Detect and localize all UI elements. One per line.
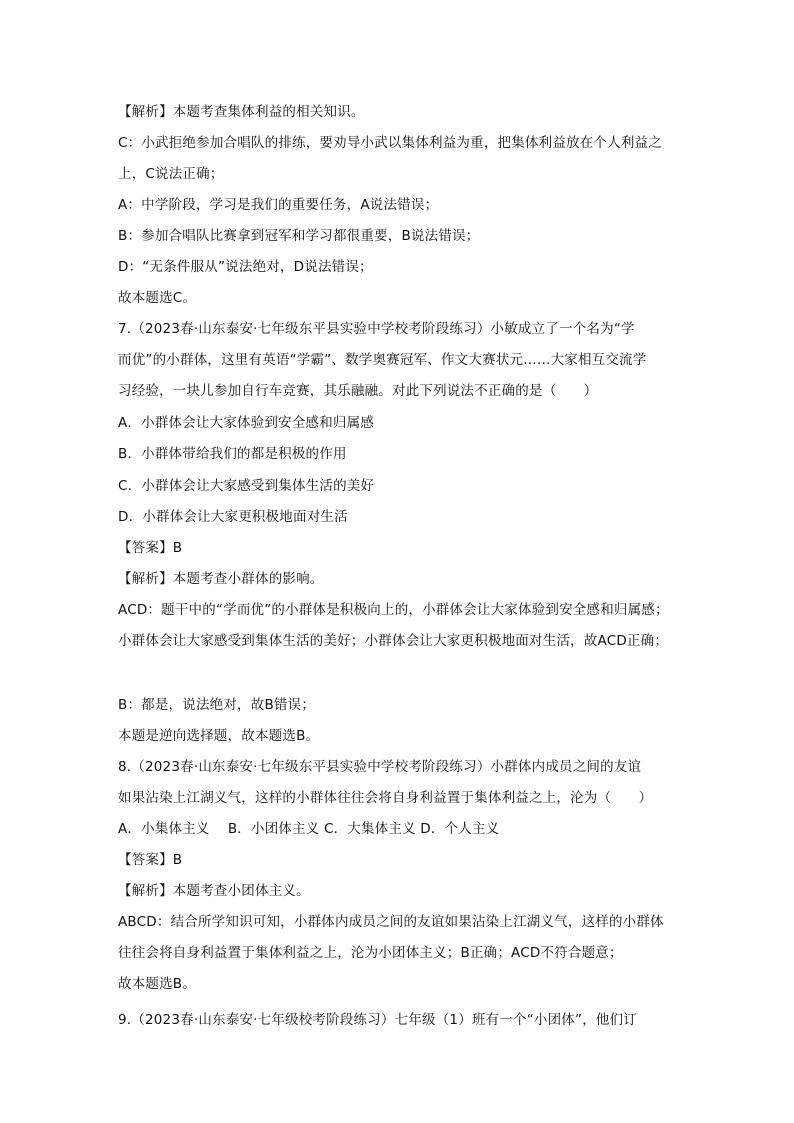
text-line: 故本题选C。 [118, 290, 197, 306]
text-line: ABCD：结合所学知识可知，小群体内成员之间的友谊如果沾染上江湖义气，这样的小群体 [118, 914, 664, 930]
text-line: 小群体会让大家感受到集体生活的美好；小群体会让大家更积极地面对生活，故ACD正确； [118, 633, 669, 649]
text-line: A：中学阶段，学习是我们的重要任务，A说法错误； [118, 197, 439, 213]
text-line: 如果沾染上江湖义气，这样的小群体往往会将自身利益置于集体利益之上，沦为（ ） [118, 790, 653, 806]
text-line: A．小集体主义 B．小团体主义 C．大集体主义 D．个人主义 [118, 821, 500, 837]
text-line: C：小武拒绝参加合唱队的排练，要劝导小武以集体利益为重，把集体利益放在个人利益之 [118, 135, 662, 151]
text-line: A．小群体会让大家体验到安全感和归属感 [118, 415, 375, 431]
text-line: 7.（2023春·山东泰安·七年级东平县实验中学校考阶段练习）小敏成立了一个名为“学 [118, 321, 635, 337]
text-line: B：参加合唱队比赛拿到冠军和学习都很重要，B说法错误； [118, 228, 480, 244]
text-line: C．小群体会让大家感受到集体生活的美好 [118, 478, 375, 494]
text-line: 【解析】本题考查小团体主义。 [118, 883, 310, 899]
text-line: 往往会将自身利益置于集体利益之上，沦为小团体主义；B正确；ACD不符合题意； [118, 945, 623, 961]
text-line: 【答案】B [118, 540, 183, 556]
text-line: 【答案】B [118, 852, 183, 868]
text-line: 【解析】本题考查集体利益的相关知识。 [118, 104, 365, 120]
text-line: D：“无条件服从”说法绝对，D说法错误； [118, 259, 373, 275]
text-line: 9.（2023春·山东泰安·七年级校考阶段练习）七年级（1）班有一个“小团体”，他们订 [118, 1012, 637, 1028]
text-line: 8.（2023春·山东泰安·七年级东平县实验中学校考阶段练习）小群体内成员之间的友谊 [118, 759, 642, 775]
text-line: B：都是，说法绝对，故B错误； [118, 697, 316, 713]
text-line: 而优”的小群体，这里有英语“学霸”、数学奥赛冠军、作文大赛状元……大家相互交流学 [118, 352, 647, 368]
text-line: 习经验，一块儿参加自行车竞赛，其乐融融。对此下列说法不正确的是（ ） [118, 383, 598, 399]
text-line: D．小群体会让大家更积极地面对生活 [118, 509, 348, 525]
text-line: 上，C说法正确； [118, 166, 224, 182]
text-line: 故本题选B。 [118, 976, 196, 992]
text-line: B．小群体带给我们的都是积极的作用 [118, 446, 347, 462]
text-line: 【解析】本题考查小群体的影响。 [118, 571, 324, 587]
text-line: ACD：题干中的“学而优”的小群体是积极向上的，小群体会让大家体验到安全感和归属感； [118, 602, 669, 618]
text-line: 本题是逆向选择题，故本题选B。 [118, 728, 320, 744]
